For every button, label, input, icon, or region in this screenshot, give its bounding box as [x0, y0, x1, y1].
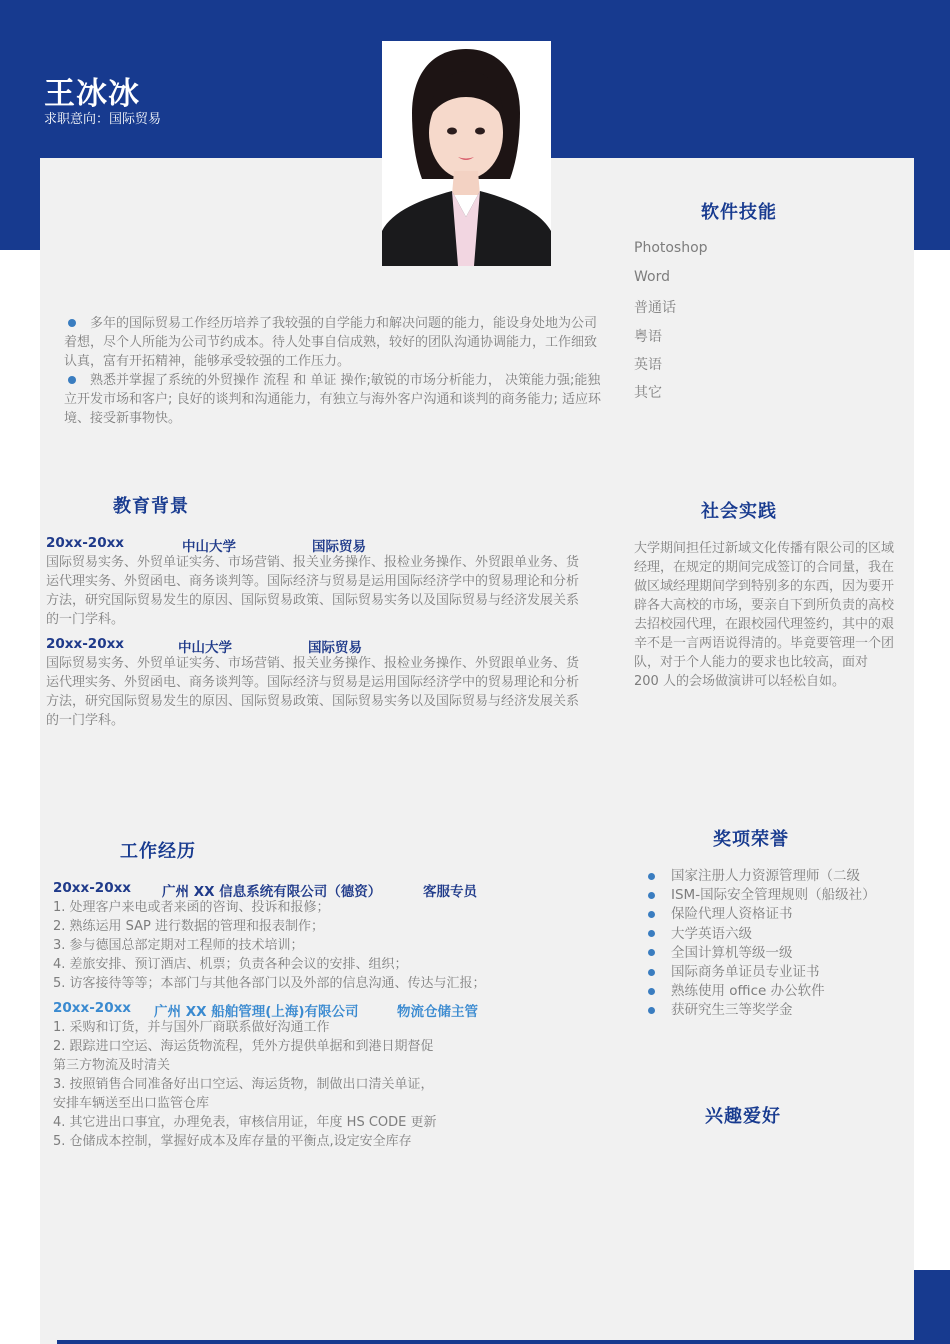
award-item: ISM-国际安全管理规则（船级社） [648, 886, 876, 905]
bottom-rule [57, 1340, 950, 1344]
education-period: 20xx-20xx [46, 636, 125, 652]
education-entry-header [46, 535, 446, 555]
award-item: 熟练使用 office 办公软件 [648, 982, 876, 1001]
software-item: 粤语 [634, 329, 662, 345]
bullet-icon [648, 892, 655, 899]
summary-item: 多年的国际贸易工作经历培养了我较强的自学能力和解决问题的能力，能设身处地为公司着想，尽个人所能为公司节约成本。待人处事自信成熟，较好的团队沟通协调能力，工作细致认真，富有开拓精神，能够承受较强的工作压力。 [64, 316, 598, 369]
practice-text: 大学期间担任过新域文化传播有限公司的区域经理，在规定的期间完成签订的合同量，我在做区域经理期间学到特别多的东西，因为要开辟各大高校的市场，要亲自下到所负责的高校去招校园代理，在跟校园代理签约，其中的艰辛不是一言两语说得清的。毕竟要管理一个团队，对于个人能力的要求也比较高，面对 200 人的会场做演讲可以轻松自如。 [634, 541, 895, 689]
duty-line: 4. 差旅安排、预订酒店、机票；负责各种会议的安排、组织； [53, 957, 408, 972]
awards-title: 奖项荣誉 [713, 829, 789, 850]
duty-line: 5. 访客接待等等；本部门与其他各部门以及外部的信息沟通、传达与汇报； [53, 976, 486, 991]
award-item: 国家注册人力资源管理师（二级 [648, 867, 876, 886]
education-major: 国际贸易 [312, 539, 366, 555]
job-duties [53, 898, 486, 993]
job-period: 20xx-20xx [53, 880, 132, 896]
award-item: 全国计算机等级一级 [648, 944, 876, 963]
software-title: 软件技能 [701, 202, 777, 223]
bullet-icon [68, 376, 76, 384]
education-entry-header [46, 636, 446, 656]
bullet-icon [68, 319, 76, 327]
education-major: 国际贸易 [308, 640, 362, 656]
bullet-icon [648, 988, 655, 995]
education-school: 中山大学 [178, 640, 232, 656]
job-duties [53, 1018, 437, 1151]
award-item: 国际商务单证员专业证书 [648, 963, 876, 982]
bullet-icon [648, 873, 655, 880]
software-item: Photoshop [634, 240, 708, 256]
profile-summary [64, 314, 609, 428]
education-school: 中山大学 [182, 539, 236, 555]
education-period: 20xx-20xx [46, 535, 125, 551]
summary-item: 熟悉并掌握了系统的外贸操作 流程 和 单证 操作;敏锐的市场分析能力， 决策能力强;能独立开发市场和客户; 良好的谈判和沟通能力，有独立与海外客户沟通和谈判的商务能力; 适应环境、接受新事物快。 [64, 373, 602, 426]
job-intent: 求职意向：国际贸易 [44, 112, 162, 127]
software-item: Word [634, 269, 670, 285]
work-title: 工作经历 [120, 841, 196, 862]
candidate-name: 王冰冰 [44, 76, 140, 112]
education-title: 教育背景 [113, 496, 189, 517]
duty-line: 5. 仓储成本控制，掌握好成本及库存量的平衡点,设定安全库存 [53, 1134, 412, 1149]
bullet-icon [648, 969, 655, 976]
duty-line: 1. 处理客户来电或者来函的咨询、投诉和报修； [53, 900, 330, 915]
software-item: 普通话 [634, 300, 676, 316]
job-role: 物流仓储主管 [397, 1004, 478, 1020]
duty-line: 4. 其它进出口事宜，办理免表，审核信用证，年度 HS CODE 更新 [53, 1115, 437, 1130]
bullet-icon [648, 911, 655, 918]
hobbies-title: 兴趣爱好 [705, 1106, 781, 1127]
bullet-icon [648, 930, 655, 937]
job-period: 20xx-20xx [53, 1000, 132, 1016]
bullet-icon [648, 949, 655, 956]
software-item: 其它 [634, 385, 662, 401]
duty-line: 第三方物流及时清关 [53, 1058, 171, 1073]
duty-line: 2. 跟踪进口空运、海运货物流程，凭外方提供单据和到港日期督促 [53, 1039, 434, 1054]
job-company: 广州 XX 船舶管理(上海)有限公司 [154, 1004, 359, 1020]
education-description: 国际贸易实务、外贸单证实务、市场营销、报关业务操作、报检业务操作、外贸跟单业务、货运代理实务、外贸函电、商务谈判等。国际经济与贸易是运用国际经济学中的贸易理论和分析方法，研究国际贸易发生的原因、国际贸易政策、国际贸易实务以及国际贸易与经济发展关系的一门学科。 [46, 555, 580, 627]
bullet-icon [648, 1007, 655, 1014]
profile-photo [382, 41, 551, 266]
software-item: 英语 [634, 357, 662, 373]
duty-line: 2. 熟练运用 SAP 进行数据的管理和报表制作； [53, 919, 325, 934]
award-item: 获研究生三等奖学金 [648, 1001, 876, 1020]
portrait-image [382, 41, 551, 266]
job-role: 客服专员 [423, 884, 477, 900]
duty-line: 3. 参与德国总部定期对工程师的技术培训； [53, 938, 304, 953]
education-description: 国际贸易实务、外贸单证实务、市场营销、报关业务操作、报检业务操作、外贸跟单业务、货运代理实务、外贸函电、商务谈判等。国际经济与贸易是运用国际经济学中的贸易理论和分析方法，研究国际贸易发生的原因、国际贸易政策、国际贸易实务以及国际贸易与经济发展关系的一门学科。 [46, 656, 580, 728]
award-item: 保险代理人资格证书 [648, 905, 876, 924]
award-item: 大学英语六级 [648, 925, 876, 944]
duty-line: 3. 按照销售合同准备好出口空运、海运货物，制做出口清关单证， [53, 1077, 434, 1092]
duty-line: 安排车辆送至出口监管仓库 [53, 1096, 210, 1111]
awards-list [648, 867, 876, 1021]
job-company: 广州 XX 信息系统有限公司（德资） [162, 884, 382, 900]
duty-line: 1. 采购和订货，并与国外厂商联系做好沟通工作 [53, 1020, 330, 1035]
practice-title: 社会实践 [701, 501, 777, 522]
job-header [53, 1000, 533, 1020]
corner-accent [914, 1270, 950, 1344]
job-header [53, 880, 533, 900]
